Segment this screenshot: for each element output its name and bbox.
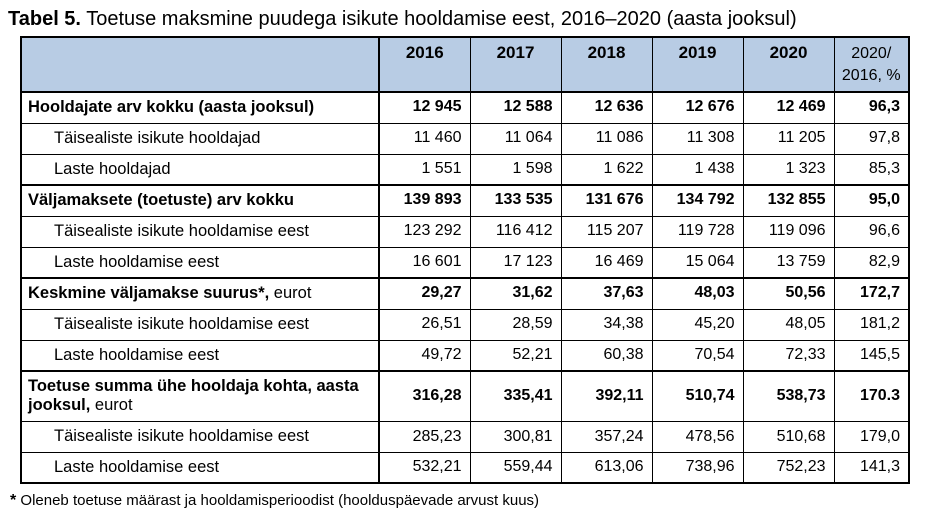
data-table bbox=[20, 36, 910, 484]
row-label-text: Täisealiste isikute hooldajad bbox=[54, 128, 261, 147]
sub-row bbox=[21, 309, 909, 340]
sub-row bbox=[21, 340, 909, 371]
row-label-text: Väljamaksete (toetuste) arv kokku bbox=[28, 191, 294, 210]
header-year-2017: 2017 bbox=[470, 37, 561, 92]
value-cell: 132 855 bbox=[743, 185, 834, 216]
value-cell: 115 207 bbox=[561, 216, 652, 247]
value-cell: 70,54 bbox=[652, 340, 743, 371]
value-cell: 139 893 bbox=[379, 185, 470, 216]
value-cell: 15 064 bbox=[652, 247, 743, 278]
table-title-text: Toetuse maksmine puudega isikute hooldamise eest, 2016–2020 (aasta jooksul) bbox=[81, 8, 797, 30]
value-cell: 1 622 bbox=[561, 154, 652, 185]
value-cell: 11 205 bbox=[743, 123, 834, 154]
value-cell: 285,23 bbox=[379, 421, 470, 452]
value-cell: 123 292 bbox=[379, 216, 470, 247]
row-label-text: Täisealiste isikute hooldamise eest bbox=[54, 427, 309, 446]
sub-row bbox=[21, 247, 909, 278]
value-cell: 738,96 bbox=[652, 452, 743, 483]
value-cell: 478,56 bbox=[652, 421, 743, 452]
footnote-marker: * bbox=[10, 492, 17, 510]
value-cell: 510,68 bbox=[743, 421, 834, 452]
value-cell: 48,05 bbox=[743, 309, 834, 340]
value-cell: 392,11 bbox=[561, 371, 652, 421]
header-year-2018: 2018 bbox=[561, 37, 652, 92]
row-label bbox=[21, 340, 379, 371]
row-label bbox=[21, 309, 379, 340]
value-cell: 510,74 bbox=[652, 371, 743, 421]
value-cell: 11 064 bbox=[470, 123, 561, 154]
header-year-2020: 2020 bbox=[743, 37, 834, 92]
row-label-suffix: eurot bbox=[90, 396, 133, 415]
header-row bbox=[21, 37, 909, 92]
value-cell: 131 676 bbox=[561, 185, 652, 216]
row-label bbox=[21, 278, 379, 309]
sub-row bbox=[21, 452, 909, 483]
section-row bbox=[21, 371, 909, 421]
row-label bbox=[21, 216, 379, 247]
value-cell: 357,24 bbox=[561, 421, 652, 452]
row-label-text: Hooldajate arv kokku (aasta jooksul) bbox=[28, 98, 315, 117]
value-cell: 17 123 bbox=[470, 247, 561, 278]
value-cell: 613,06 bbox=[561, 452, 652, 483]
value-cell: 50,56 bbox=[743, 278, 834, 309]
value-cell: 172,7 bbox=[834, 278, 909, 309]
value-cell: 48,03 bbox=[652, 278, 743, 309]
value-cell: 1 438 bbox=[652, 154, 743, 185]
value-cell: 52,21 bbox=[470, 340, 561, 371]
value-cell: 11 308 bbox=[652, 123, 743, 154]
sub-row bbox=[21, 216, 909, 247]
value-cell: 316,28 bbox=[379, 371, 470, 421]
header-ratio-line2: 2016, % bbox=[841, 66, 901, 84]
row-label bbox=[21, 123, 379, 154]
value-cell: 16 469 bbox=[561, 247, 652, 278]
header-ratio-cell bbox=[834, 37, 909, 92]
value-cell: 82,9 bbox=[834, 247, 909, 278]
value-cell: 559,44 bbox=[470, 452, 561, 483]
value-cell: 170.3 bbox=[834, 371, 909, 421]
value-cell: 12 588 bbox=[470, 92, 561, 123]
table-title-prefix: Tabel 5. bbox=[8, 8, 81, 30]
value-cell: 34,38 bbox=[561, 309, 652, 340]
value-cell: 119 096 bbox=[743, 216, 834, 247]
header-year-2016: 2016 bbox=[379, 37, 470, 92]
value-cell: 95,0 bbox=[834, 185, 909, 216]
row-label-text: Täisealiste isikute hooldamise eest bbox=[54, 221, 309, 240]
value-cell: 119 728 bbox=[652, 216, 743, 247]
row-label-text: Täisealiste isikute hooldamise eest bbox=[54, 314, 309, 333]
row-label-text: Keskmine väljamakse suurus*, bbox=[28, 284, 270, 303]
value-cell: 60,38 bbox=[561, 340, 652, 371]
section-row bbox=[21, 92, 909, 123]
value-cell: 12 636 bbox=[561, 92, 652, 123]
value-cell: 1 598 bbox=[470, 154, 561, 185]
value-cell: 532,21 bbox=[379, 452, 470, 483]
value-cell: 45,20 bbox=[652, 309, 743, 340]
row-label-text: Laste hooldamise eest bbox=[54, 457, 220, 476]
value-cell: 11 086 bbox=[561, 123, 652, 154]
value-cell: 11 460 bbox=[379, 123, 470, 154]
value-cell: 181,2 bbox=[834, 309, 909, 340]
header-year-2019: 2019 bbox=[652, 37, 743, 92]
row-label bbox=[21, 247, 379, 278]
row-label-text: Laste hooldajad bbox=[54, 159, 171, 178]
value-cell: 179,0 bbox=[834, 421, 909, 452]
value-cell: 538,73 bbox=[743, 371, 834, 421]
row-label bbox=[21, 154, 379, 185]
sub-row bbox=[21, 421, 909, 452]
value-cell: 145,5 bbox=[834, 340, 909, 371]
sub-row bbox=[21, 154, 909, 185]
section-row bbox=[21, 278, 909, 309]
value-cell: 12 945 bbox=[379, 92, 470, 123]
value-cell: 13 759 bbox=[743, 247, 834, 278]
value-cell: 116 412 bbox=[470, 216, 561, 247]
value-cell: 96,6 bbox=[834, 216, 909, 247]
value-cell: 72,33 bbox=[743, 340, 834, 371]
value-cell: 26,51 bbox=[379, 309, 470, 340]
row-label-text: Laste hooldamise eest bbox=[54, 345, 220, 364]
table-title bbox=[8, 7, 929, 31]
value-cell: 85,3 bbox=[834, 154, 909, 185]
row-label-text: Laste hooldamise eest bbox=[54, 252, 220, 271]
row-label bbox=[21, 92, 379, 123]
value-cell: 1 551 bbox=[379, 154, 470, 185]
value-cell: 97,8 bbox=[834, 123, 909, 154]
value-cell: 12 676 bbox=[652, 92, 743, 123]
value-cell: 1 323 bbox=[743, 154, 834, 185]
row-label-suffix: eurot bbox=[269, 284, 312, 303]
footnote bbox=[10, 492, 929, 510]
value-cell: 335,41 bbox=[470, 371, 561, 421]
footnote-text: Oleneb toetuse määrast ja hooldamisperioodist (hoolduspäevade arvust kuus) bbox=[16, 492, 540, 510]
value-cell: 96,3 bbox=[834, 92, 909, 123]
value-cell: 28,59 bbox=[470, 309, 561, 340]
header-ratio-line1: 2020/ bbox=[851, 45, 892, 62]
value-cell: 31,62 bbox=[470, 278, 561, 309]
value-cell: 16 601 bbox=[379, 247, 470, 278]
header-stub-cell bbox=[21, 37, 379, 92]
value-cell: 37,63 bbox=[561, 278, 652, 309]
value-cell: 12 469 bbox=[743, 92, 834, 123]
value-cell: 133 535 bbox=[470, 185, 561, 216]
row-label bbox=[21, 421, 379, 452]
value-cell: 29,27 bbox=[379, 278, 470, 309]
row-label bbox=[21, 452, 379, 483]
value-cell: 300,81 bbox=[470, 421, 561, 452]
value-cell: 752,23 bbox=[743, 452, 834, 483]
value-cell: 141,3 bbox=[834, 452, 909, 483]
value-cell: 134 792 bbox=[652, 185, 743, 216]
sub-row bbox=[21, 123, 909, 154]
section-row bbox=[21, 185, 909, 216]
row-label bbox=[21, 185, 379, 216]
row-label-text: Toetuse summa ühe hooldaja kohta, aasta jooksul, bbox=[28, 377, 359, 415]
value-cell: 49,72 bbox=[379, 340, 470, 371]
row-label bbox=[21, 371, 379, 421]
